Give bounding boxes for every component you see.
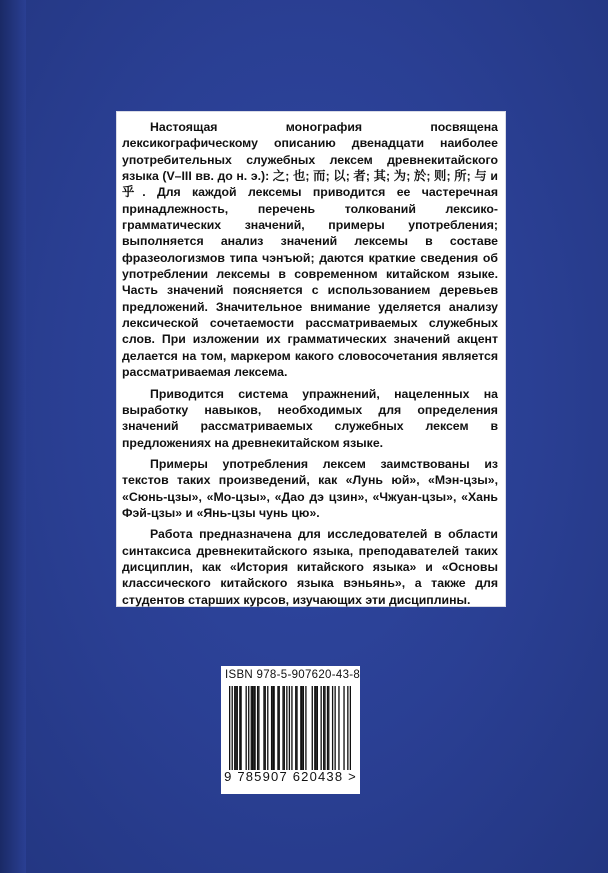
barcode-bar xyxy=(324,686,325,770)
barcode-bar xyxy=(334,686,335,770)
barcode-bar xyxy=(300,686,301,770)
barcode-bar xyxy=(321,686,322,770)
barcode-bar xyxy=(296,686,297,770)
barcode-bar xyxy=(301,686,302,770)
barcode-bar xyxy=(246,686,247,770)
barcode-bars xyxy=(229,686,351,770)
barcode-bar xyxy=(234,686,235,770)
barcode-bar xyxy=(237,686,238,770)
annotation-paragraph-1: Настоящая монография посвящена лексикографическому описанию двенадцати наиболее употребительных служебных лексем древнекитайского языка (V–III вв. до н. э.): 之; 也; 而; 以; 者; 其; 为; 於; 则; 所; 与 и 乎. Для каждой лексемы приводится ее частеречная принадлежность, перечень толкований лексико-грамматических значений, примеры употребления; выполняется анализ значений лексемы в составе фразеологизмов типа чэнъюй; даются краткие сведения об употреблении лексемы в современном китайском языке. Часть значений поясняется с использованием деревьев предложений. Значительное внимание уделяется анализу лексической сочетаемости рассматриваемых служебных слов. При изложении их грамматических значений акцент делается на том, маркером какого словосочетания является рассматриваемая лексема. xyxy=(122,120,498,380)
barcode-bar xyxy=(323,686,324,770)
barcode-panel xyxy=(221,666,360,794)
barcode-bar xyxy=(229,686,230,770)
barcode-image xyxy=(229,686,351,770)
barcode-bar xyxy=(277,686,278,770)
barcode-bar xyxy=(273,686,274,770)
barcode-bar xyxy=(235,686,236,770)
barcode-bar xyxy=(305,686,306,770)
barcode-bar xyxy=(314,686,315,770)
barcode-bar xyxy=(267,686,268,770)
barcode-bar xyxy=(332,686,333,770)
barcode-bar xyxy=(257,686,258,770)
barcode-bar xyxy=(263,686,264,770)
ean-digits: 9 785907 620438 > xyxy=(224,769,357,784)
barcode-bar xyxy=(338,686,339,770)
annotation-text xyxy=(122,119,498,613)
barcode-bar xyxy=(232,686,233,770)
barcode-bar xyxy=(282,686,283,770)
annotation-paragraph-4: Работа предназначена для исследователей в области синтаксиса древнекитайского языка, преподавателей таких дисциплин, как «История китайского языка» и «Основы классического китайского языка вэньянь», а также для студентов старших курсов, изучающих эти дисциплины. xyxy=(122,527,498,607)
annotation-paragraph-3: Примеры употребления лексем заимствованы из текстов таких произведений, как «Лунь юй», «Мэн-цзы», «Сюнь-цзы», «Мо-цзы», «Дао дэ цзин», «Чжуан-цзы», «Хань Фэй-цзы» и «Янь-цзы чунь цю». xyxy=(122,456,498,520)
barcode-bar xyxy=(240,686,241,770)
barcode-bar xyxy=(279,686,280,770)
spine-edge xyxy=(0,0,26,873)
barcode-bar xyxy=(272,686,273,770)
barcode-bar xyxy=(254,686,255,770)
barcode-bar xyxy=(284,686,285,770)
barcode-bar xyxy=(312,686,313,770)
barcode-bar xyxy=(251,686,252,770)
barcode-bar xyxy=(239,686,240,770)
barcode-bar xyxy=(295,686,296,770)
isbn-label: ISBN 978-5-907620-43-8 xyxy=(225,669,361,681)
annotation-paragraph-2: Приводится система упражнений, нацеленных на выработку навыков, необходимых для определения значений рассматриваемых служебных лексем в предложениях на древнекитайском языке. xyxy=(122,386,498,450)
barcode-bar xyxy=(347,686,348,770)
barcode-bar xyxy=(271,686,272,770)
barcode-bar xyxy=(289,686,290,770)
barcode-bar xyxy=(317,686,318,770)
barcode-bar xyxy=(258,686,259,770)
barcode-bar xyxy=(291,686,292,770)
barcode-bar xyxy=(286,686,287,770)
barcode-bar xyxy=(252,686,253,770)
barcode-bar xyxy=(350,686,351,770)
barcode-bar xyxy=(253,686,254,770)
barcode-bar xyxy=(248,686,249,770)
barcode-bar xyxy=(328,686,329,770)
barcode-bar xyxy=(315,686,316,770)
barcode-bar xyxy=(303,686,304,770)
barcode-bar xyxy=(327,686,328,770)
barcode-bar xyxy=(343,686,344,770)
barcode-bar xyxy=(265,686,266,770)
